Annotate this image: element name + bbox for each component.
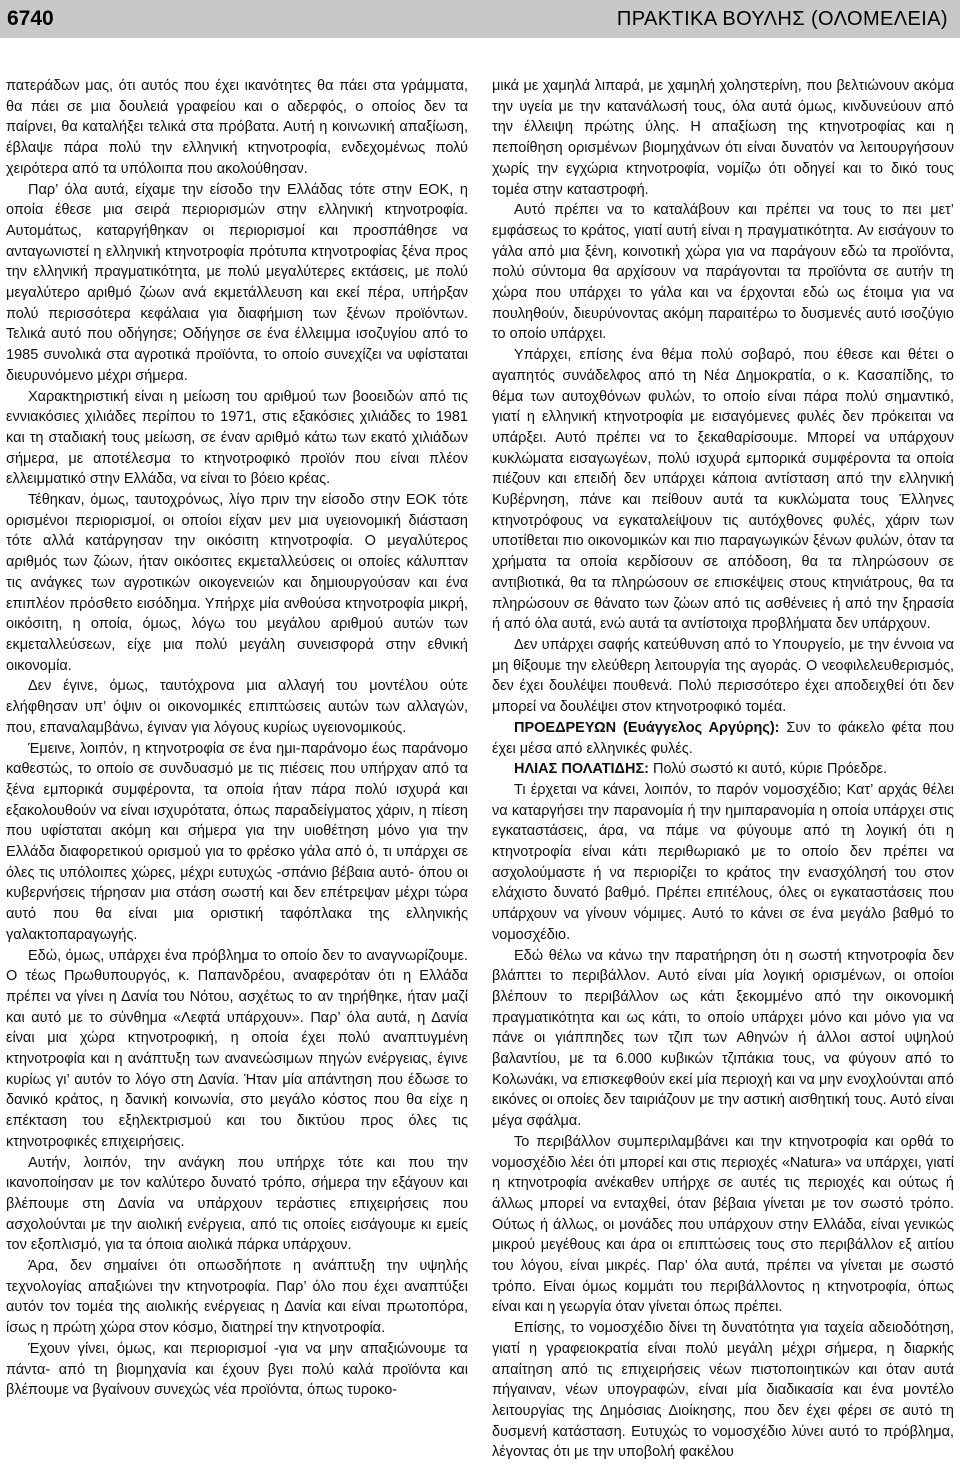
paragraph: Άρα, δεν σημαίνει ότι οπωσδήποτε η ανάπτυξη την υψηλής τεχνολογίας απαξιώνει την κτηνοτροφία. Παρ’ όλο που έχει αναπτύξει αυτόν τον τομέα της αιολικής ενέργειας η Δανία και είναι πρωτοπόρα, ίσως η πρώτη χώρα στον κόσμο, διατηρεί την κτηνοτροφία. <box>6 1258 468 1337</box>
speaker-text: Πολύ σωστό κι αυτό, κύριε Πρόεδρε. <box>648 761 888 778</box>
page-number: 6740 <box>7 7 54 30</box>
paragraph: Παρ’ όλα αυτά, είχαμε την είσοδο την Ελλάδας τότε στην ΕΟΚ, η οποία έθεσε μια σειρά περιορισμών στην ελληνική κτηνοτροφία. Αυτομάτως, καταργήθηκαν οι περιορισμοί και προσπάθησε να ανταγωνιστεί η ελληνική κτηνοτροφία πρότυπα κτηνοτροφίας ξένα προς την ελληνική πραγματικότητα, με πολύ μεγαλύτερες εκτάσεις, με πολύ μεγαλύτερο αριθμό ζώων ανά εκμετάλλευση και εκεί πέρα, υπήρξαν πολύ περισσότερα κεφάλαια για διαφήμιση των ξένων προϊόντων. Τελικά αυτό που οδήγησε; Οδήγησε σε ένα έλλειμμα ισοζυγίου από το 1985 συνολικά στα αγροτικά προϊόντα, το οποίο συνεχίζει να υφίσταται διευρυνόμενο μέχρι σήμερα. <box>6 181 468 384</box>
paragraph: Εδώ θέλω να κάνω την παρατήρηση ότι η σωστή κτηνοτροφία δεν βλάπτει το περιβάλλον. Αυτό είναι μία λογική ορισμένων, οι οποίοι βλέπουν το περιβάλλον ως κάτι ξεκομμένο από την οικονομική πραγματικότητα και ως κάτι, το οποίο υπάρχει μόνο και μόνο για να πάνε οι γιάππηδες των τζιπ των Αθηνών ή άλλοι αστοί υψηλού βαλαντίου, με τα 6.000 κυβικών τζιπάκια τους, να φύγουν από το Κολωνάκι, να επισκεφθούν εκεί μία περιοχή και να μην ενοχλούνται από εικόνες οι οποίες δεν ταιριάζουν με την αστική αισθητική τους. Αυτό είναι μέγα σφάλμα. <box>492 947 954 1130</box>
publication-title: ΠΡΑΚΤΙΚΑ ΒΟΥΛΗΣ (ΟΛΟΜΕΛΕΙΑ) <box>616 7 948 30</box>
speaker-name: ΗΛΙΑΣ ΠΟΛΑΤΙΔΗΣ: <box>514 761 649 778</box>
paragraph: Έχουν γίνει, όμως, και περιορισμοί -για να μην απαξιώνουμε τα πάντα- από τη βιομηχανία και έχουν βγει πολύ καλά προϊόντα και βλέπουμε να βγαίνουν συνεχώς νέα προϊόντα, όπως τυροκο- <box>6 1340 468 1399</box>
speaker-text: Συν το φάκελο φέτα που έχει μέσα από ελληνικές φυλές. <box>492 719 954 757</box>
paragraph: Χαρακτηριστική είναι η μείωση του αριθμού των βοοειδών από τις εννιακόσιες χιλιάδες περίπου το 1971, στις εξακόσιες χιλιάδες το 1981 και τη σταδιακή τους μείωση, σε έναν αριθμό κάτω των εκατό χιλιάδων σήμερα, με αποτέλεσμα το κτηνοτροφικό προϊόν που είναι πλέον ελλειμματικό στην Ελλάδα, να είναι το βόειο κρέας. <box>6 388 468 488</box>
speaker-paragraph <box>492 759 954 780</box>
paragraph: Υπάρχει, επίσης ένα θέμα πολύ σοβαρό, που έθεσε και θέτει ο αγαπητός συνάδελφος από τη Νέα Δημοκρατία, ο κ. Κασαπίδης, το θέμα των αυτοχθόνων φυλών, το οποίο είναι πάρα πολύ σημαντικό, γιατί η ελληνική κτηνοτροφία με εισαγόμενες φυλές δεν πρόκειται να υπάρξει. Αυτό πρέπει να το ξεκαθαρίσουμε. Μπορεί να υπάρχουν κυκλώματα εισαγωγέων, πολύ ισχυρά εμπορικά συμφέροντα τα οποία πιέζουν και επειδή δεν υπάρχει κάποια αντίσταση από την ελληνική Κυβέρνηση, πάνε και πείθουν αυτά τα κυκλώματα τους Έλληνες κτηνοτρόφους να εγκαταλείψουν τις αυτόχθονες φυλές, χάριν των υποτίθεται πιο οικονομικών και πιο παραγωγικών ξένων φυλών, όταν τα χρήματα τα οποία κερδίσουν σε απόδοση, θα τα πληρώσουν σε αντιβιοτικά, θα τα πληρώσουν σε επισκέψεις στους κτηνιάτρους, θα τα πληρώσουν σε θάνατο των ζώων από τις ασθένειες ή από την ξηρασία ή από όλα αυτά, ενώ αυτά τα αντίστοιχα προβλήματα δεν υπάρχουν. <box>492 347 954 633</box>
paragraph: πατεράδων μας, ότι αυτός που έχει ικανότητες θα πάει στα γράμματα, θα πάει σε μια δουλειά γραφείου και ο αδερφός, ο οποίος δεν τα παίρνει, θα καταλήξει τελικά στα πρόβατα. Αυτή η κοινωνική απαξίωση, έβλαψε πάρα πολύ την ελληνική κτηνοτροφία, ενδεχομένως πολύ χειρότερα από τα υπόλοιπα που ακολούθησαν. <box>6 78 468 177</box>
paragraph: Το περιβάλλον συμπεριλαμβάνει και την κτηνοτροφία και ορθά το νομοσχέδιο λέει ότι μπορεί και στις περιοχές «Natura» να υπάρχει, γιατί η κτηνοτροφία ανέκαθεν υπήρχε σε αυτές τις περιοχές και ούτως ή άλλως μπορεί να ενταχθεί, όταν βέβαια γίνεται με τον σωστό τρόπο. Ούτως ή άλλως, οι μονάδες που υπάρχουν στην Ελλάδα, είναι γενικώς μικρού μεγέθους και άρα οι επιπτώσεις τους στο περιβάλλον εξ αιτίου του λόγου, είναι μικρές. Παρ’ όλα αυτά, πρέπει να γίνεται με σωστό τρόπο. Είναι όμως κομμάτι του περιβάλλοντος η κτηνοτροφία, όπως είναι και η γεωργία όταν γίνεται όπως πρέπει. <box>492 1133 954 1316</box>
paragraph: Δεν υπάρχει σαφής κατεύθυνση από το Υπουργείο, με την έννοια να μη θίξουμε την ελεύθερη λειτουργία της αγοράς. Ο νεοφιλελευθερισμός, δεν έχει δουλέψει πουθενά. Πολύ περισσότερο έχει αποδειχθεί ότι δεν μπορεί να δουλέψει στον κτηνοτροφικό τομέα. <box>492 636 954 716</box>
speaker-paragraph <box>492 718 954 759</box>
paragraph: Αυτήν, λοιπόν, την ανάγκη που υπήρχε τότε και που την ικανοποίησαν με τον καλύτερο δυνατό τρόπο, σήμερα την εξάγουν και βλέπουμε στη Δανία να υπάρχουν τεράστιες επιχειρήσεις που ασχολούνται με την αιολική ενέργεια, από τις οποίες εισάγουμε κι εμείς τον εξοπλισμό, για τα όποια αιολικά πάρκα υπάρχουν. <box>6 1154 468 1254</box>
paragraph: Τέθηκαν, όμως, ταυτοχρόνως, λίγο πριν την είσοδο στην ΕΟΚ τότε ορισμένοι περιορισμοί, οι οποίοι είχαν μεν μια υγειονομική διάσταση τότε αλλά κατάργησαν την οικόσιτη κτηνοτροφία. Ο μεγαλύτερος αριθμός των ζώων, ήταν οικόσιτες εκμεταλλεύσεις οι οποίες κάλυπταν τις ανάγκες των αγροτικών οικογενειών και δημιουργούσαν και ένα επιπλέον πρόσθετο εισόδημα. Υπήρχε μία ανθούσα κτηνοτροφία μικρή, οικόσιτη, η οποία, όμως, λόγω του μεγάλου αριθμού αυτών των εκμεταλλεύσεων, είχε μια πολύ μεγάλη συνεισφορά στην εθνική οικονομία. <box>6 492 468 674</box>
paragraph: μικά με χαμηλά λιπαρά, με χαμηλή χοληστερίνη, που βελτιώνουν ακόμα την υγεία με την κατανάλωσή τους, όλα αυτά όμως, κινδυνεύουν από την έλλειψη πρώτης ύλης. Η απαξίωση της κτηνοτροφίας και η πεποίθηση ορισμένων βιομηχάνων ότι είναι δυνατόν να λειτουργήσουν χωρίς την εγχώρια κτηνοτροφία, νομίζω ότι οδηγεί και το δικό τους τομέα στην καταστροφή. <box>492 78 954 198</box>
paragraph: Έμεινε, λοιπόν, η κτηνοτροφία σε ένα ημι-παράνομο έως παράνομο καθεστώς, το οποίο σε συνδυασμό με τις πιέσεις που υπήρχαν από τα ξένα εμπορικά συμφέροντα, τα οποία ήταν πάρα πολύ ισχυρά και εξακολουθούν να είναι ισχυρότατα, όπως παραδείγματος χάριν, η πίεση που υφίσταται ακόμη και σήμερα για την υιοθέτηση μόνο για την Ελλάδα διαφορετικού ορισμού για το φρέσκο γάλα από ό, τι υπάρχει σε όλες τις υπόλοιπες χώρες, μέχρι ευτυχώς -σπάνιο βέβαια αυτό- όπου οι κυβερνήσεις τήρησαν μια στάση σωστή και δεν επέτρεψαν μέχρι τώρα αυτό που θα είναι μια οριστική ταφόπλακα της ελληνικής γαλακτοπαραγωγής. <box>6 740 468 943</box>
speaker-name: ΠΡΟΕΔΡΕΥΩΝ (Ευάγγελος Αργύρης): <box>514 719 780 736</box>
paragraph: Αυτό πρέπει να το καταλάβουν και πρέπει να τους το πει μετ’ εμφάσεως το κράτος, γιατί αυτή είναι η πραγματικότητα. Αν εισάγουν το γάλα από μια ξένη, κοινοτική χώρα για να παράγουν εδώ τα προϊόντα, πολύ σύντομα θα αρχίσουν να παράγονται τα προϊόντα σε αυτήν τη χώρα που υπάρχει το γάλα και να έρχονται εδώ ως έτοιμα για να πουληθούν, διευρύνοντας ακόμη παραιτέρω το δυσμενές αυτό ισοζύγιο το οποίο υπάρχει. <box>492 202 954 343</box>
paragraph: Τι έρχεται να κάνει, λοιπόν, το παρόν νομοσχέδιο; Κατ’ αρχάς θέλει να καταργήσει την παρανομία ή την ημιπαρανομία η οποία υπάρχει στις εγκαταστάσεις, άρα, να πάμε να φύγουμε από τη λογική ότι η κτηνοτροφία είναι κάτι περιθωριακό με το οποίο δεν πρέπει να ασχολούμαστε ή να περιορίζει το κράτος την ενασχόλησή του στον ελάχιστο δυνατό βαθμό. Πρέπει επιτέλους, όλες οι εγκαταστάσεις που υπάρχουν να γίνουν νόμιμες. Αυτό το κάνει σε ένα μεγάλο βαθμό το νομοσχέδιο. <box>492 781 954 943</box>
page-header <box>0 0 960 38</box>
paragraph: Επίσης, το νομοσχέδιο δίνει τη δυνατότητα για ταχεία αδειοδότηση, γιατί η γραφειοκρατία είναι πολύ μεγάλη μέχρι σήμερα, η διαρκής απαίτηση από τις επιχειρήσεις νέων πιστοποιητικών και όταν αυτά πήγαιναν, νέων υπογραφών, είναι μία διαδικασία και ένα μοντέλο λειτουργίας της Δημόσιας Διοίκησης, που δεν έχει φέρει σε αυτό τη δυσμενή κατάσταση. Ευτυχώς το νομοσχέδιο λύνει αυτό το πρόβλημα, λέγοντας ότι με την υποβολή φακέλου <box>492 1320 954 1461</box>
paragraph: Δεν έγινε, όμως, ταυτόχρονα μια αλλαγή του μοντέλου ούτε ελήφθησαν υπ’ όψιν οι οικονομικές επιπτώσεις αυτών των αλλαγών, που, επαναλαμβάνω, έγιναν για λόγους κυρίως υγειονομικούς. <box>6 678 468 736</box>
paragraph: Εδώ, όμως, υπάρχει ένα πρόβλημα το οποίο δεν το αναγνωρίζουμε. Ο τέως Πρωθυπουργός, κ. Παπανδρέου, αναφερόταν ότι η Ελλάδα πρέπει να γίνει η Δανία του Νότου, ασχέτως το αν τηρήθηκε, ήταν μαζί και αυτό με το σύνθημα «Λεφτά υπάρχουν». Παρ’ όλα αυτά, η Δανία είναι μια χώρα κτηνοτροφική, η οποία έχει πολύ αναπτυγμένη κτηνοτροφία και η ανάπτυξη των ανανεώσιμων πηγών ενέργειας, έγινε κυρίως γι’ αυτόν το λόγο στη Δανία. Ήταν μία απάντηση που έδωσε το δανικό κράτος, η δανική κοινωνία, στο μεγάλο κόστος που θα είχε η επέκταση του εξηλεκτρισμού και του δικτύου προς όλες τις κτηνοτροφικές επιχειρήσεις. <box>6 947 468 1150</box>
right-column <box>492 76 954 1461</box>
left-column <box>6 76 468 1434</box>
